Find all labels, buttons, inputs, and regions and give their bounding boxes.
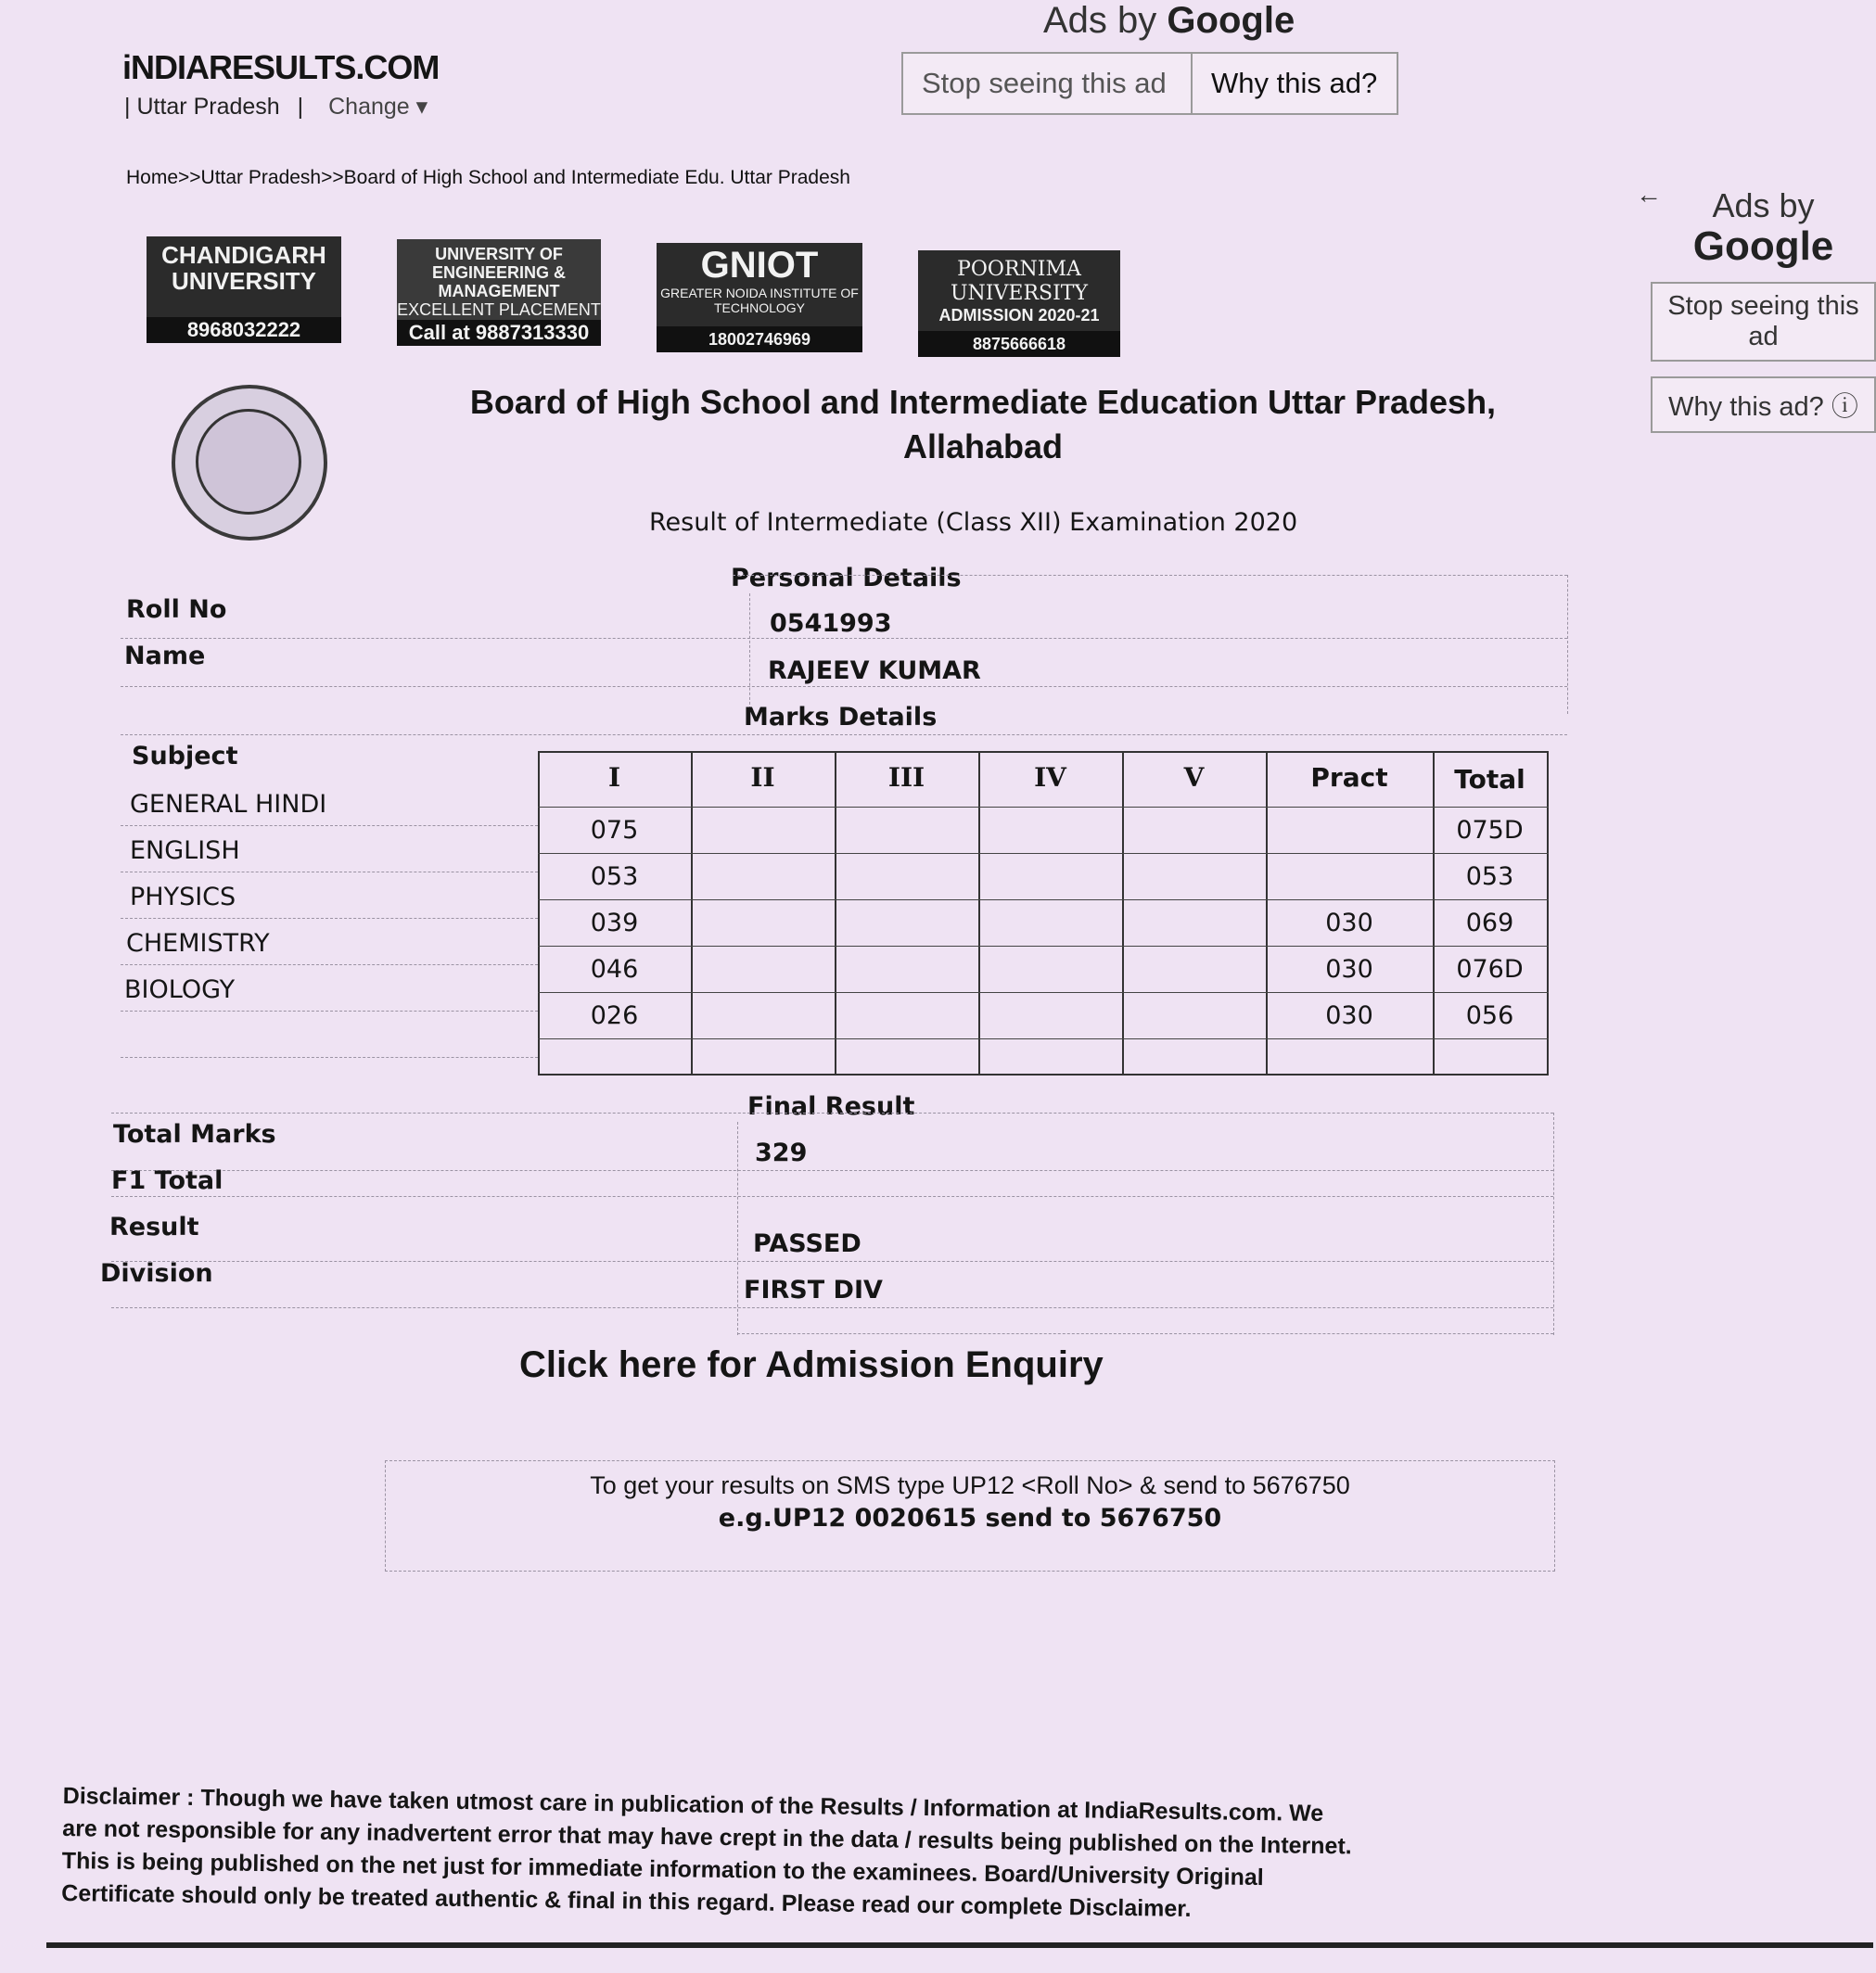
why-this-ad-button[interactable]: Why this ad? xyxy=(1211,67,1378,99)
ad-feedback-bar xyxy=(901,52,1398,115)
total-biology: 056 xyxy=(1465,1001,1514,1030)
name-value: RAJEEV KUMAR xyxy=(768,656,981,685)
col-header-v: V xyxy=(1183,762,1205,793)
final-result-heading: Final Result xyxy=(747,1092,915,1121)
sponsor-gniot[interactable]: GNIOT GREATER NOIDA INSTITUTE OF TECHNOLOGY 18002746969 xyxy=(657,243,862,352)
total-chemistry: 076D xyxy=(1456,955,1524,984)
pract-mark-2: 030 xyxy=(1325,955,1373,984)
mark-i-general-hindi: 075 xyxy=(590,816,639,845)
breadcrumb[interactable]: Home>>Uttar Pradesh>>Board of High School and Intermediate Edu. Uttar Pradesh xyxy=(126,167,850,188)
side-ads-title: Ads by Google xyxy=(1692,186,1834,269)
sms-example: e.g.UP12 0020615 send to 5676750 xyxy=(718,1504,1222,1533)
ads-top-title: Ads by Google xyxy=(1043,0,1295,41)
change-state-link[interactable]: Change ▾ xyxy=(328,94,428,120)
state-name: Uttar Pradesh xyxy=(136,94,280,120)
sponsor-poornima-university[interactable]: POORNIMA UNIVERSITY ADMISSION 2020-21 8875666618 xyxy=(918,250,1120,357)
subject-general-hindi: GENERAL HINDI xyxy=(130,790,327,819)
subject-biology: BIOLOGY xyxy=(124,975,236,1004)
disclaimer-text: Though we have taken utmost care in publication of the Results / Information at IndiaResults.com. We are not responsible for any inadvertent error that may have crept in the data / results being published on the Internet. This is being published on the net just for immediate information to the examinees. Board/University Original Certificate should only be treated authentic & final in this regard. Please read our complete Disclaimer. xyxy=(61,1785,1352,1922)
site-logo[interactable]: iNDIARESULTS.COM xyxy=(122,48,440,86)
state-selector: | Uttar Pradesh | Change ▾ xyxy=(124,94,428,120)
roll-no-label: Roll No xyxy=(126,595,227,624)
total-physics: 069 xyxy=(1465,909,1514,937)
sponsor-uem[interactable]: UNIVERSITY OF ENGINEERING & MANAGEMENT EXCELLENT PLACEMENT Call at 9887313330 xyxy=(397,239,601,346)
mark-i-physics: 039 xyxy=(590,909,639,937)
name-label: Name xyxy=(124,642,206,670)
mark-i-biology: 026 xyxy=(590,1001,639,1030)
col-header-iv: IV xyxy=(1034,762,1066,793)
mark-i-chemistry: 046 xyxy=(590,955,639,984)
total-english: 053 xyxy=(1465,862,1514,891)
board-title: Board of High School and Intermediate Education Uttar Pradesh, Allahabad xyxy=(469,383,1497,465)
col-header-ii: II xyxy=(750,762,775,793)
personal-details-heading: Personal Details xyxy=(731,564,962,592)
result-value: PASSED xyxy=(753,1229,861,1258)
total-marks-value: 329 xyxy=(755,1139,808,1167)
stop-seeing-ad-button[interactable]: Stop seeing this ad xyxy=(903,54,1193,113)
marks-details-heading: Marks Details xyxy=(744,703,938,732)
disclaimer-label: Disclaimer : xyxy=(62,1782,195,1811)
col-header-pract: Pract xyxy=(1310,762,1388,793)
pract-mark-3: 030 xyxy=(1325,1001,1373,1030)
side-ad-panel xyxy=(1651,185,1876,433)
result-label: Result xyxy=(109,1213,199,1241)
admission-enquiry-link[interactable]: Click here for Admission Enquiry xyxy=(519,1344,1104,1385)
side-why-this-ad-button[interactable]: Why this ad? ⓘ xyxy=(1651,376,1876,433)
board-emblem-logo xyxy=(172,385,327,541)
sms-info-box xyxy=(385,1460,1555,1572)
col-header-i: I xyxy=(607,762,621,793)
subject-chemistry: CHEMISTRY xyxy=(126,929,270,958)
exam-title: Result of Intermediate (Class XII) Examination 2020 xyxy=(649,508,1298,537)
total-general-hindi: 075D xyxy=(1456,816,1524,845)
total-marks-label: Total Marks xyxy=(113,1120,276,1149)
sms-instruction: To get your results on SMS type UP12 <Roll No> & send to 5676750 xyxy=(590,1471,1350,1499)
side-stop-seeing-ad-button[interactable]: Stop seeing this ad xyxy=(1651,282,1876,362)
sponsor-chandigarh-university[interactable]: CHANDIGARH UNIVERSITY 8968032222 xyxy=(147,236,341,343)
subject-physics: PHYSICS xyxy=(130,883,236,911)
disclaimer xyxy=(61,1780,1361,1928)
division-label: Division xyxy=(100,1259,213,1288)
pract-mark-1: 030 xyxy=(1325,909,1373,937)
bottom-divider xyxy=(46,1942,1873,1948)
col-header-iii: III xyxy=(887,762,925,793)
col-header-total: Total xyxy=(1454,764,1525,795)
back-arrow-icon[interactable]: ← xyxy=(1636,180,1662,209)
f1-total-label: F1 Total xyxy=(111,1166,223,1195)
subject-header: Subject xyxy=(132,742,238,770)
division-value: FIRST DIV xyxy=(744,1276,883,1305)
subject-english: ENGLISH xyxy=(130,836,240,865)
marks-table xyxy=(538,751,1549,1076)
roll-no-value: 0541993 xyxy=(770,609,892,638)
mark-i-english: 053 xyxy=(590,862,639,891)
